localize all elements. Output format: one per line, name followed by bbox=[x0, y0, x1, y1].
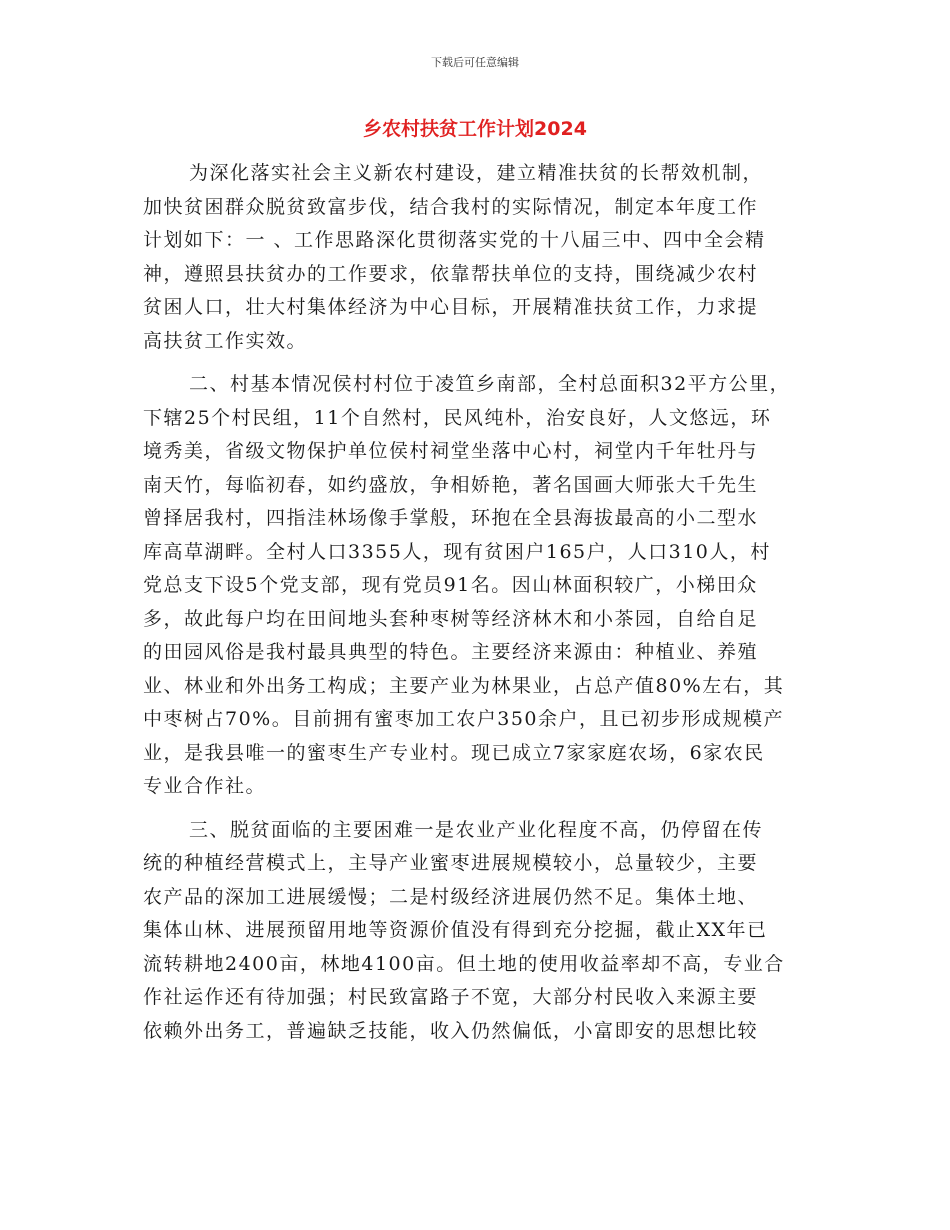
text-line: 党总支下设5个党支部，现有党员91名。因山林面积较广，小梯田众 bbox=[143, 574, 758, 596]
text-line: 计划如下：一 、工作思路深化贯彻落实党的十八届三中、四中全会精 bbox=[143, 229, 766, 251]
text-line: 作社运作还有待加强；村民致富路子不宽，大部分村民收入来源主要 bbox=[143, 986, 759, 1008]
text-line: 业，是我县唯一的蜜枣生产专业村。现已成立7家家庭农场，6家农民 bbox=[143, 741, 765, 764]
paragraph-2 bbox=[143, 368, 823, 804]
text-line: 依赖外出务工，普遍缺乏技能，收入仍然偏低，小富即安的思想比较 bbox=[143, 1019, 759, 1042]
text-line: 中枣树占70%。目前拥有蜜枣加工农户350余户，且已初步形成规模产 bbox=[143, 708, 784, 730]
text-line: 农产品的深加工进展缓慢；二是村级经济进展仍然不足。集体土地、 bbox=[143, 885, 759, 908]
paragraph-1 bbox=[143, 157, 823, 358]
text-line: 高扶贫工作实效。 bbox=[143, 329, 308, 352]
text-line: 贫困人口，壮大村集体经济为中心目标，开展精准扶贫工作，力求提 bbox=[143, 296, 759, 318]
text-line: 曾择居我村，四指洼林场像手掌般，环抱在全县海拔最高的小二型水 bbox=[143, 507, 759, 529]
text-line: 库高草湖畔。全村人口3355人，现有贫困户165户，人口310人，村 bbox=[143, 540, 771, 563]
text-line: 加快贫困群众脱贫致富步伐，结合我村的实际情况，制定本年度工作 bbox=[143, 195, 759, 218]
text-line: 多，故此每户均在田间地头套种枣树等经济林木和小茶园，自给自足 bbox=[143, 607, 759, 630]
text-line: 业、林业和外出务工构成；主要产业为林果业，占总产值80%左右，其 bbox=[143, 674, 785, 697]
text-line: 境秀美，省级文物保护单位侯村祠堂坐落中心村，祠堂内千年牡丹与 bbox=[143, 440, 759, 462]
document-title: 乡农村扶贫工作计划2024 bbox=[363, 118, 587, 140]
text-line: 专业合作社。 bbox=[143, 775, 267, 797]
paragraph-3 bbox=[143, 814, 823, 1049]
header-note: 下载后可任意编辑 bbox=[431, 56, 519, 69]
text-line: 统的种植经营模式上，主导产业蜜枣进展规模较小，总量较少，主要 bbox=[143, 852, 759, 874]
document-body bbox=[143, 157, 823, 1048]
text-line: 三、脱贫面临的主要困难一是农业产业化程度不高，仍停留在传 bbox=[189, 818, 764, 841]
text-line: 流转耕地2400亩，林地4100亩。但土地的使用收益率却不高，专业合 bbox=[143, 952, 785, 975]
text-line: 的田园风俗是我村最具典型的特色。主要经济来源由：种植业、养殖 bbox=[143, 641, 759, 663]
text-line: 二、村基本情况侯村村位于凌笪乡南部，全村总面积32平方公里， bbox=[189, 373, 791, 395]
text-line: 为深化落实社会主义新农村建设，建立精准扶贫的长帮效机制， bbox=[189, 162, 764, 184]
text-line: 下辖25个村民组，11个自然村，民风纯朴，治安良好，人文悠远，环 bbox=[143, 406, 772, 429]
text-line: 南天竹，每临初春，如约盛放，争相娇艳，著名国画大师张大千先生 bbox=[143, 473, 759, 496]
text-line: 集体山林、进展预留用地等资源价值没有得到充分挖掘，截止XX年已 bbox=[143, 919, 768, 941]
text-line: 神，遵照县扶贫办的工作要求，依靠帮扶单位的支持，围绕减少农村 bbox=[143, 262, 759, 285]
